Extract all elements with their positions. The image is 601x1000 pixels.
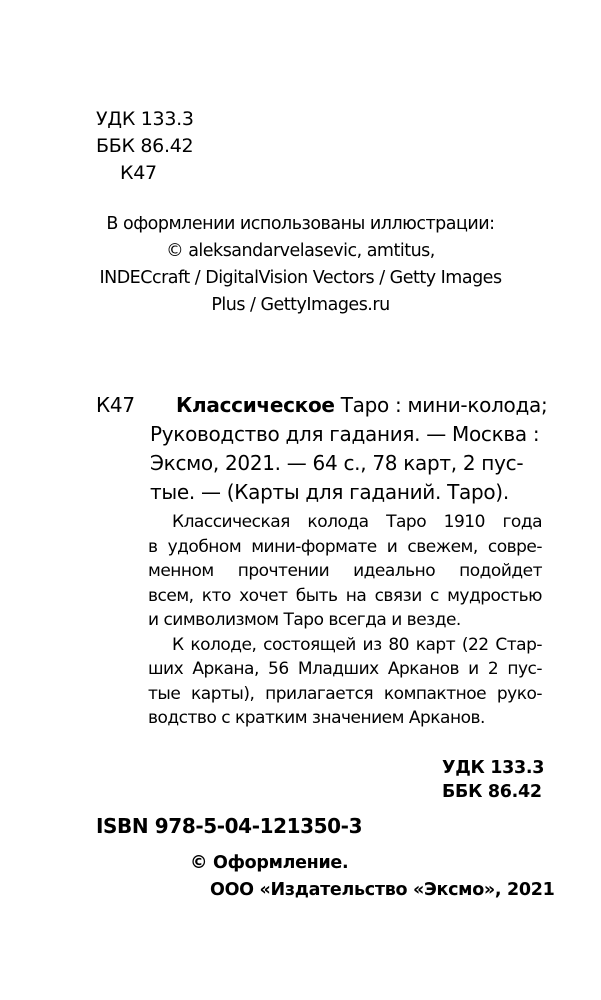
illustration-credit-line: © aleksandarvelasevic, amtitus, <box>166 241 435 261</box>
annotation-line: Классическая колода Таро 1910 года <box>172 512 542 532</box>
title-rest: Таро : мини-колода; <box>334 393 548 417</box>
bibliography-code: К47 <box>96 393 135 417</box>
bibliography-line <box>96 391 548 420</box>
bibliography-line-text: Руководство для гадания. — Москва : <box>150 422 540 446</box>
copyright <box>190 850 555 904</box>
title-bold: Классическое <box>176 393 335 417</box>
bibliographic-record <box>96 391 548 507</box>
annotation-line: менном прочтении идеально подойдет <box>148 561 542 581</box>
illustration-credit-line: Plus / GettyImages.ru <box>211 295 390 315</box>
isbn: ISBN 978-5-04-121350-3 <box>96 814 363 838</box>
illustration-credit-line: INDECcraft / DigitalVision Vectors / Getty Images <box>99 268 502 288</box>
annotation-line: водство с кратким значением Арканов. <box>148 708 485 728</box>
annotation <box>148 510 542 731</box>
udk-code: УДК 133.3 <box>96 108 194 130</box>
bibliography-line <box>96 420 542 449</box>
classification-codes-top <box>96 106 194 187</box>
udk-code: УДК 133.3 <box>442 758 545 778</box>
annotation-line: ших Аркана, 56 Младших Арканов и 2 пус- <box>148 659 542 679</box>
classification-codes-bottom <box>442 756 544 804</box>
annotation-line: тые карты), прилагается компактное руко- <box>148 683 542 704</box>
author-sign: К47 <box>120 162 157 184</box>
bbk-code: ББК 86.42 <box>96 135 194 157</box>
illustration-credits <box>0 211 601 319</box>
copyright-line: ООО «Издательство «Эксмо», 2021 <box>210 880 555 900</box>
annotation-line: и символизмом Таро всегда и везде. <box>148 610 461 630</box>
bibliography-line <box>96 478 542 507</box>
copyright-line: © Оформление. <box>190 853 349 873</box>
illustration-credit-line: В оформлении использованы иллюстрации: <box>106 214 495 234</box>
bibliography-line-text: Эксмо, 2021. — 64 с., 78 карт, 2 пус- <box>150 451 524 475</box>
annotation-line: К колоде, состоящей из 80 карт (22 Стар- <box>172 634 542 655</box>
bbk-code: ББК 86.42 <box>442 782 542 802</box>
bibliography-line <box>96 449 542 478</box>
bibliography-line-text: тые. — (Карты для гаданий. Таро). <box>150 480 509 504</box>
annotation-line: всем, кто хочет быть на связи с мудростью <box>148 585 542 606</box>
annotation-line: в удобном мини-формате и свежем, совре- <box>148 536 542 557</box>
bibliography-title <box>176 391 547 420</box>
